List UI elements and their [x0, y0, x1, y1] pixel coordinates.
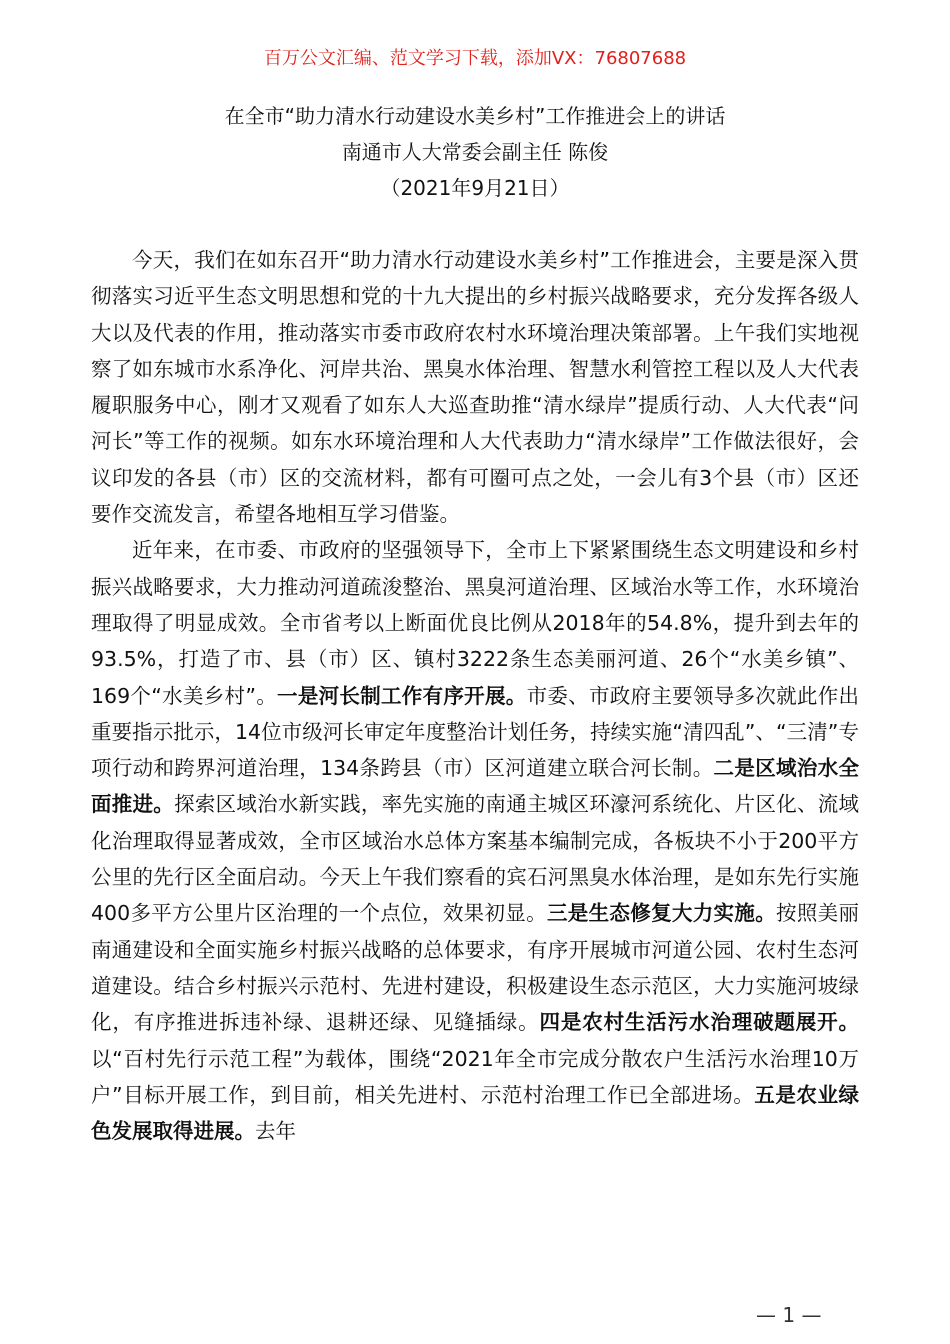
title-block [0, 98, 950, 206]
document-body [91, 242, 859, 1149]
paragraph-2-intro: 近年来，在市委、市政府的坚强领导下，全市上下紧紧围绕生态文明建设和乡村振兴战略要求，大力推动河道疏浚整治、黑臭河道治理、区域治水等工作，水环境治理取得了明显成效。全市省考以上断面优良比例从2018年的54.8%，提升到去年的93.5%，打造了市、县（市）区、镇村3222条生态美丽河道、26个“水美乡镇”、169个“水美乡村”。 [91, 538, 859, 708]
paragraph-2-sewage-text: 以“百村先行示范工程”为载体，围绕“2021年全市完成分散农户生活污水治理10万户”目标开展工作，到目前，相关先进村、示范村治理工作已全部进场。 [91, 1046, 859, 1107]
document-title: 在全市“助力清水行动建设水美乡村”工作推进会上的讲话 [224, 104, 726, 128]
highlight-river-chief: 一是河长制工作有序开展。 [277, 683, 527, 708]
speaker-line: 南通市人大常委会副主任 陈俊 [341, 140, 609, 164]
highlight-ecological-restoration: 三是生态修复大力实施。 [546, 901, 777, 926]
paragraph-1-text: 今天，我们在如东召开“助力清水行动建设水美乡村”工作推进会，主要是深入贯彻落实习近平生态文明思想和党的十九大提出的乡村振兴战略要求，充分发挥各级人大以及代表的作用，推动落实市委市政府农村水环境治理决策部署。上午我们实地视察了如东城市水系净化、河岸共治、黑臭水体治理、智慧水利管控工程以及人大代表履职服务中心，刚才又观看了如东人大巡查助推“清水绿岸”提质行动、人大代表“问河长”等工作的视频。如东水环境治理和人大代表助力“清水绿岸”工作做法很好，会议印发的各县（市）区的交流材料，都有可圈可点之处，一会儿有3个县（市）区还要作交流发言，希望各地相互学习借鉴。 [91, 248, 859, 527]
paragraph-2-ecological-text: 按照美丽南通建设和全面实施乡村振兴战略的总体要求，有序开展城市河道公园、农村生态河道建设。结合乡村振兴示范村、先进村建设，积极建设生态示范区，大力实施河坡绿化，有序推进拆违补绿、退耕还绿、见缝插绿。 [91, 901, 860, 1035]
page-number: — 1 — [756, 1303, 822, 1327]
highlight-green-agriculture: 五是农业绿色发展取得进展。 [91, 1082, 859, 1144]
highlight-regional-water: 二是区域治水全面推进。 [91, 756, 859, 817]
paragraph-1 [91, 242, 859, 532]
paragraph-2-regional-water-text: 探索区域治水新实践，率先实施的南通主城区环濠河系统化、片区化、流域化治理取得显著成效，全市区域治水总体方案基本编制完成，各板块不小于200平方公里的先行区全面启动。今天上午我们察看的宾石河黑臭水体治理，是如东先行实施400多平方公里片区治理的一个点位，效果初显。 [91, 792, 860, 926]
paragraph-2-river-chief-text: 市委、市政府主要领导多次就此作出重要指示批示，14位市级河长审定年度整治计划任务，持续实施“清四乱”、“三清”专项行动和跨界河道治理，134条跨县（市）区河道建立联合河长制。 [91, 683, 860, 781]
highlight-sewage-treatment: 四是农村生活污水治理破题展开。 [539, 1010, 859, 1035]
paragraph-2-tail: 去年 [255, 1119, 296, 1144]
paragraph-2 [91, 532, 859, 1149]
date-line: （2021年9月21日） [380, 176, 570, 200]
watermark-text: 百万公文汇编、范文学习下载，添加VX：76807688 [263, 48, 687, 69]
